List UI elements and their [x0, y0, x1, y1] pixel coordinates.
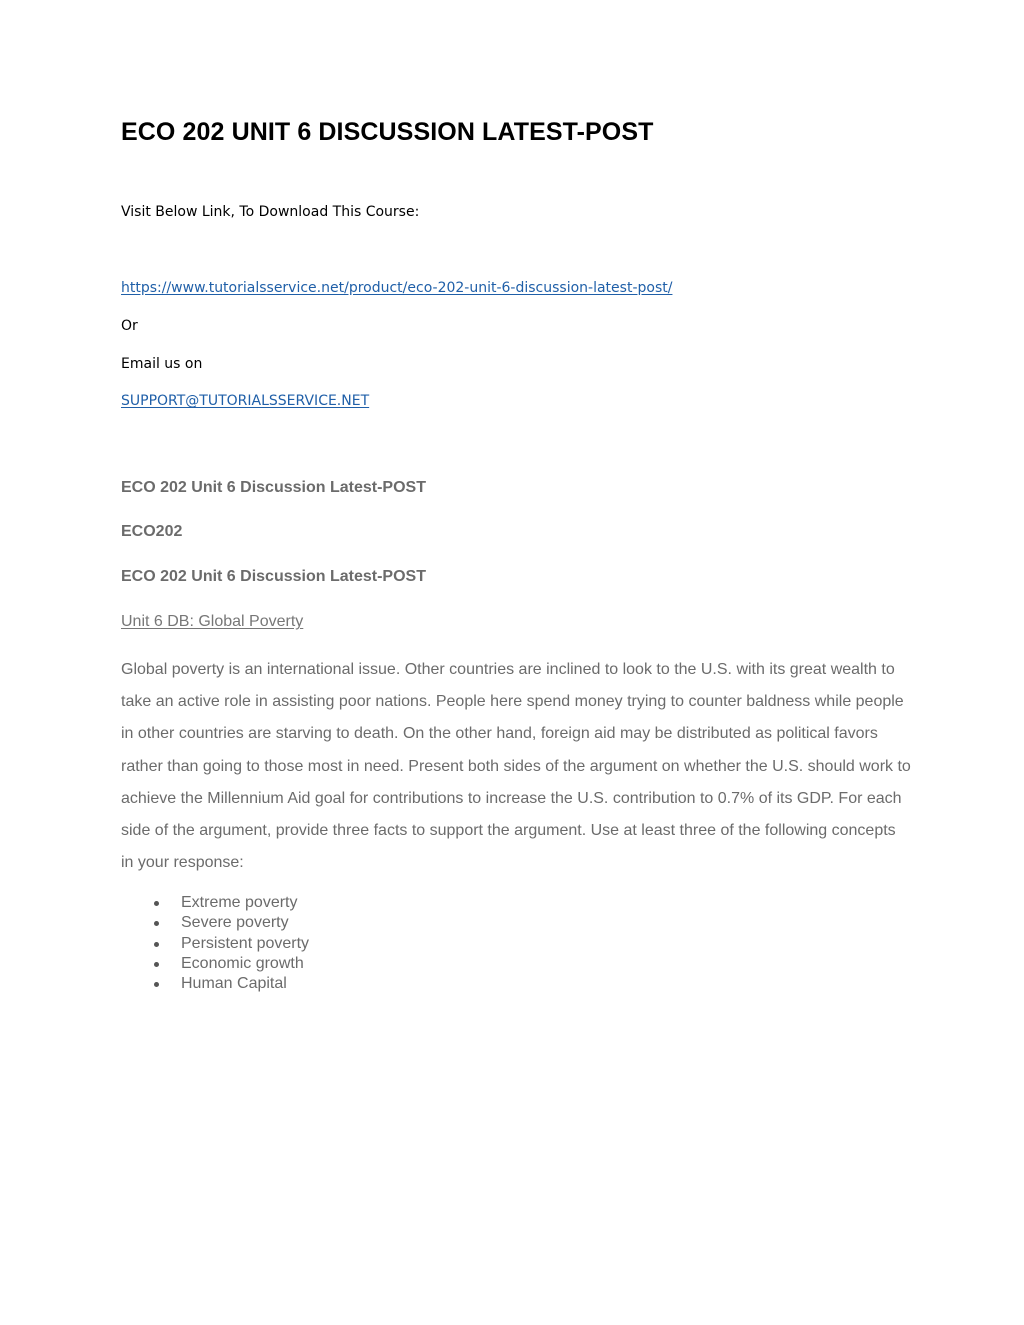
concept-label: Persistent poverty [181, 934, 310, 952]
bullet-icon [154, 962, 159, 967]
course-code: ECO202 [121, 523, 183, 540]
list-item [121, 974, 309, 994]
course-link[interactable]: https://www.tutorialsservice.net/product/eco-202-unit-6-discussion-latest-post/ [121, 280, 673, 296]
bullet-icon [154, 921, 159, 926]
db-title: Unit 6 DB: Global Poverty [121, 613, 304, 630]
document-title: ECO 202 UNIT 6 DISCUSSION LATEST-POST [121, 118, 654, 146]
concept-label: Economic growth [181, 954, 304, 972]
discussion-heading-repeat: ECO 202 Unit 6 Discussion Latest-POST [121, 568, 426, 585]
concept-label: Severe poverty [181, 914, 289, 932]
download-intro: Visit Below Link, To Download This Course: [121, 204, 420, 220]
support-email-link[interactable]: SUPPORT@TUTORIALSSERVICE.NET [121, 393, 370, 409]
list-item [121, 913, 309, 933]
list-item [121, 934, 309, 954]
bullet-icon [154, 901, 159, 906]
list-item [121, 954, 309, 974]
concepts-list [121, 893, 309, 994]
discussion-heading: ECO 202 Unit 6 Discussion Latest-POST [121, 479, 426, 496]
list-item [121, 893, 309, 913]
email-label: Email us on [121, 356, 203, 372]
bullet-icon [154, 982, 159, 987]
bullet-icon [154, 942, 159, 947]
concept-label: Human Capital [181, 975, 287, 993]
or-text: Or [121, 318, 138, 334]
discussion-body: Global poverty is an international issue. Other countries are inclined to look to the U.S. with its great wealth to take an active role in assisting poor nations. People here spend money trying to counter baldness while people in other countries are starving to death. On the other hand, foreign aid may be distributed as political favors rather than going to those most in need. Present both sides of the argument on whether the U.S. should work to achieve the Millennium Aid goal for contributions to increase the U.S. contribution to 0.7% of its GDP. For each side of the argument, provide three facts to support the argument. Use at least three of the following concepts in your response: [121, 661, 911, 872]
concept-label: Extreme poverty [181, 894, 298, 911]
